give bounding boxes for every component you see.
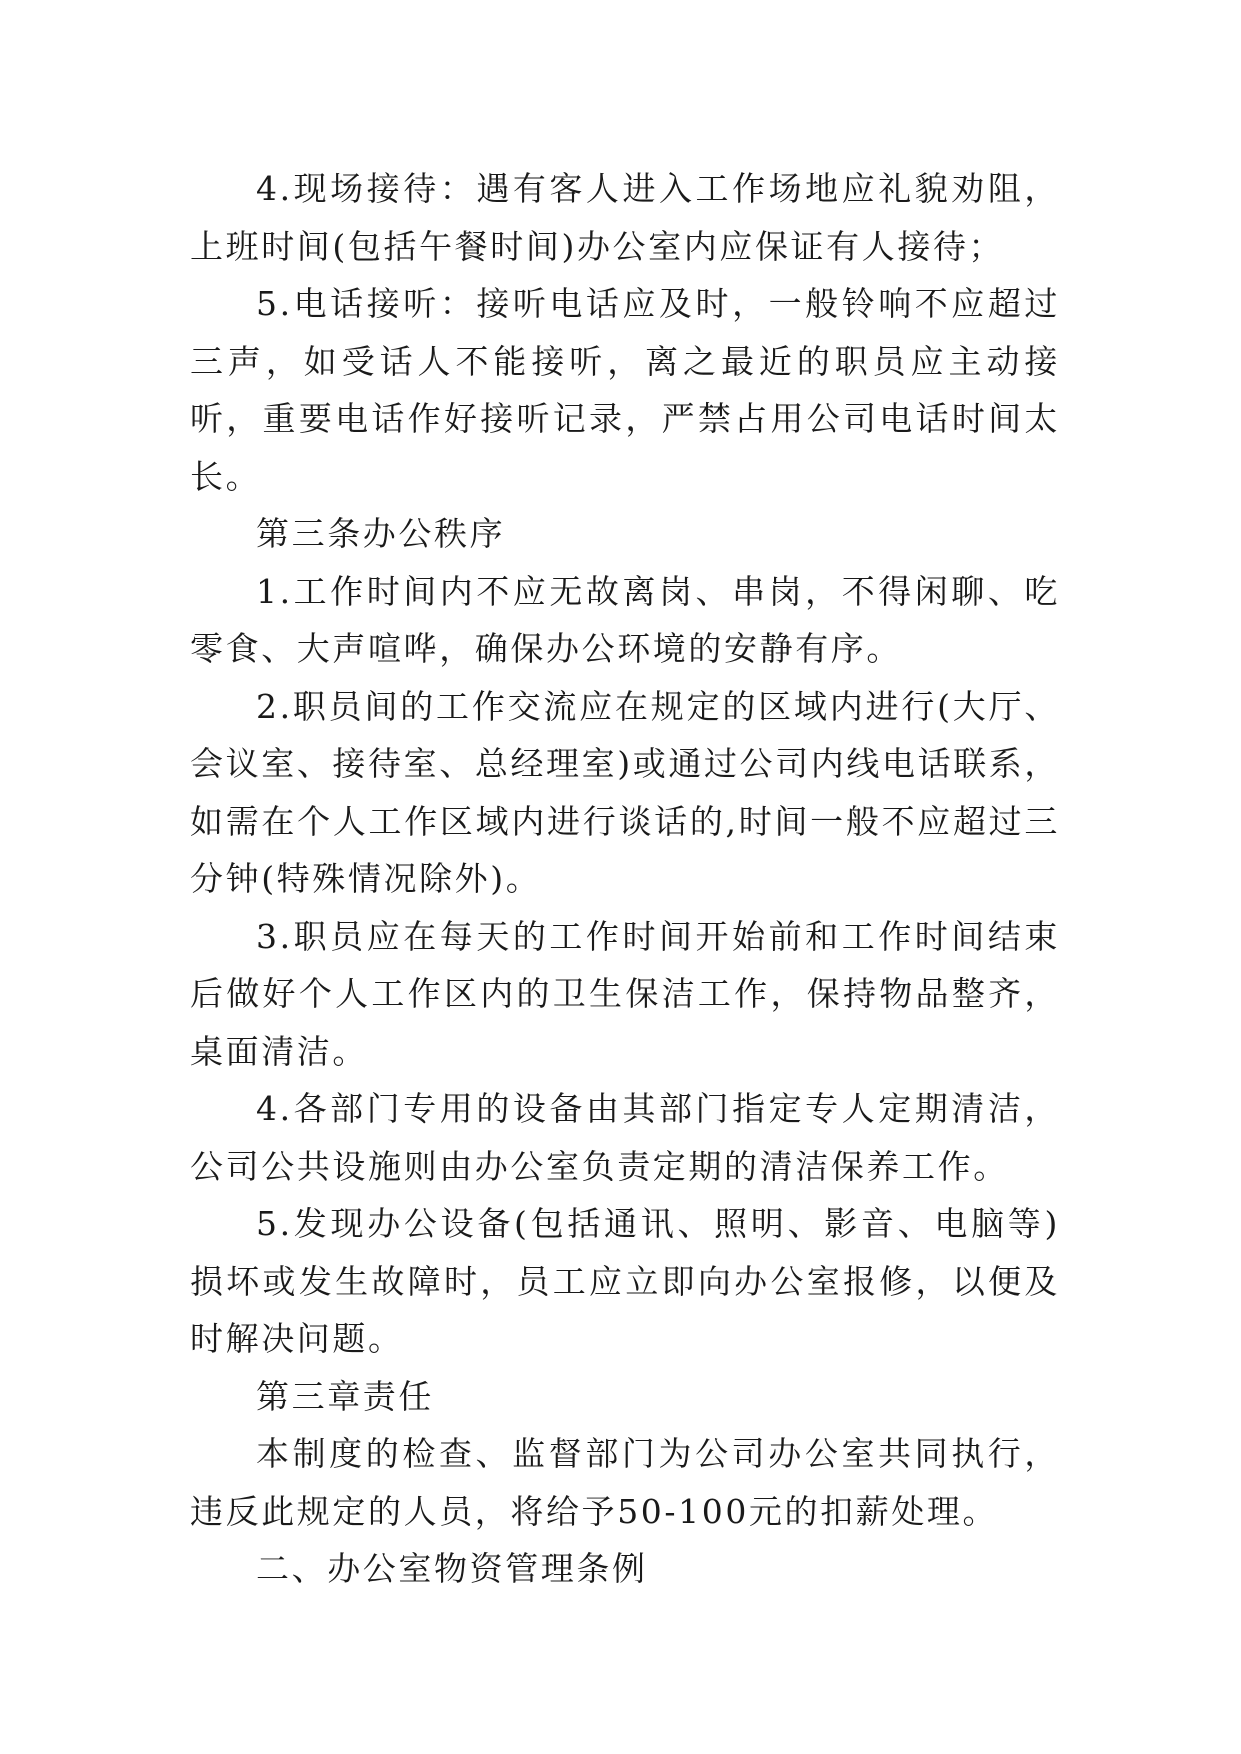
paragraph-repair: 5.发现办公设备(包括通讯、照明、影音、电脑等)损坏或发生故障时，员工应立即向办公室报修，以便及时解决问题。 bbox=[190, 1204, 1060, 1358]
paragraph-phone: 5.电话接听：接听电话应及时，一般铃响不应超过三声，如受话人不能接听，离之最近的职员应主动接听，重要电话作好接听记录，严禁占用公司电话时间太长。 bbox=[190, 284, 1060, 496]
paragraph-cleaning: 3.职员应在每天的工作时间开始前和工作时间结束后做好个人工作区内的卫生保洁工作，保持物品整齐，桌面清洁。 bbox=[190, 916, 1060, 1071]
paragraph-equipment: 4.各部门专用的设备由其部门指定专人定期清洁，公司公共设施则由办公室负责定期的清洁保养工作。 bbox=[190, 1089, 1060, 1186]
paragraph-penalty: 本制度的检查、监督部门为公司办公室共同执行，违反此规定的人员，将给予50-100元的扣薪处理。 bbox=[190, 1434, 1060, 1531]
paragraph-communication: 2.职员间的工作交流应在规定的区域内进行(大厅、会议室、接待室、总经理室)或通过公司内线电话联系，如需在个人工作区域内进行谈话的,时间一般不应超过三分钟(特殊情况除外)。 bbox=[190, 686, 1060, 898]
section-heading-office-order: 第三条办公秩序 bbox=[256, 514, 506, 553]
document-body bbox=[190, 160, 1060, 1598]
paragraph-no-leaving-post: 1.工作时间内不应无故离岗、串岗，不得闲聊、吃零食、大声喧哗，确保办公环境的安静有序。 bbox=[190, 571, 1060, 668]
section-heading-supplies: 二、办公室物资管理条例 bbox=[256, 1549, 648, 1588]
section-heading-responsibility: 第三章责任 bbox=[256, 1376, 434, 1416]
paragraph-reception: 4.现场接待：遇有客人进入工作场地应礼貌劝阻，上班时间(包括午餐时间)办公室内应保证有人接待； bbox=[190, 169, 1060, 266]
